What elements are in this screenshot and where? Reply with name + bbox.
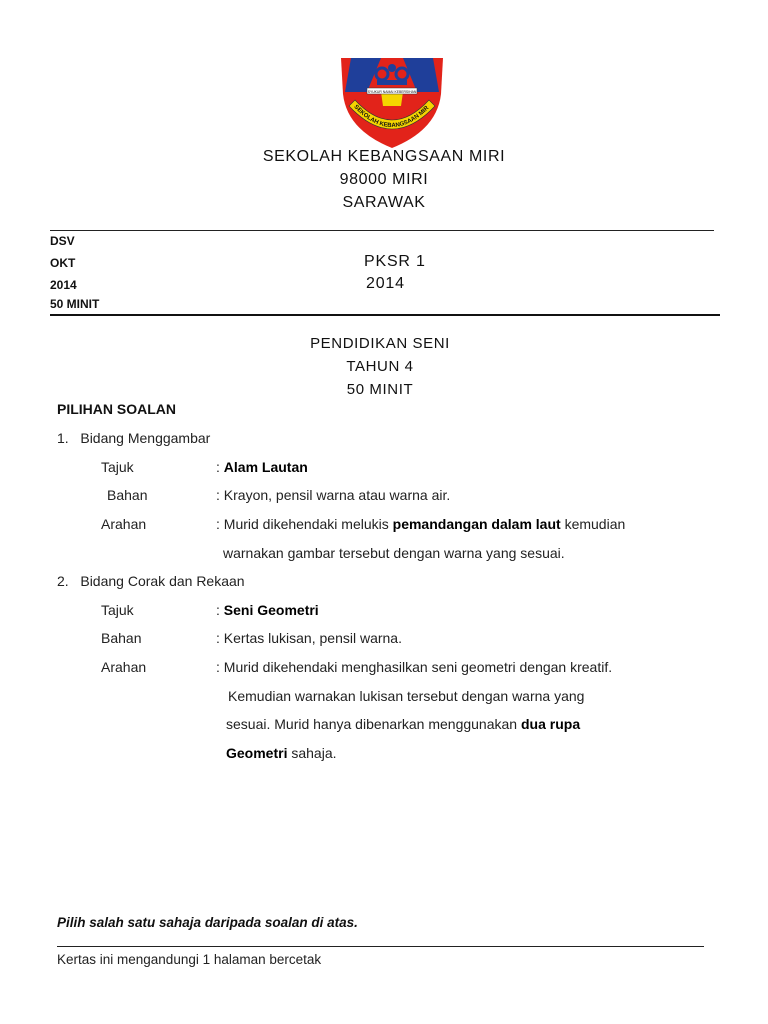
question-1-title: Bidang Menggambar [80,430,211,446]
q2-arahan-1: Murid dikehendaki menghasilkan seni geometri dengan kreatif. [223,659,613,675]
q1-arahan-1c: kemudian [560,516,626,532]
q1-arahan-label: Arahan [101,516,147,532]
q1-tajuk-text: Alam Lautan [223,459,308,475]
q1-arahan-line-2: warnakan gambar tersebut dengan warna yang sesuai. [223,545,565,561]
q2-bahan-label: Bahan [101,630,142,646]
q2-arahan-line-2: Kemudian warnakan lukisan tersebut dengan warna yang [228,688,585,704]
q1-bahan-text: Krayon, pensil warna atau warna air. [223,487,451,503]
section-title: PILIHAN SOALAN [57,401,176,417]
q1-arahan-1b: pemandangan dalam laut [392,516,561,532]
meta-duration: 50 MINIT [50,297,100,311]
subject-title: PENDIDIKAN SENI [310,335,450,352]
footer-instruction: Pilih salah satu sahaja daripada soalan di atas. [57,915,358,930]
subject-duration: 50 MINIT [346,381,414,398]
q1-arahan-1a: Murid dikehendaki melukis [223,516,393,532]
q2-tajuk-text: Seni Geometri [223,602,319,618]
footer-note: Kertas ini mengandungi 1 halaman bercetak [57,952,322,967]
subject-level: TAHUN 4 [346,358,414,375]
q2-bahan-value: : Kertas lukisan, pensil warna. [216,630,402,646]
q1-bahan-label: Bahan [107,487,148,503]
q2-tajuk-label: Tajuk [101,602,134,618]
school-state: SARAWAK [342,194,426,211]
q2-arahan-line-1: : Murid dikehendaki menghasilkan seni geometri dengan kreatif. [216,659,613,675]
q2-bahan-text: Kertas lukisan, pensil warna. [223,630,402,646]
q2-arahan-4b: sahaja. [287,745,337,761]
school-name: SEKOLAH KEBANGSAAN MIRI [262,148,506,165]
q2-arahan-3b: dua rupa [520,716,581,732]
q2-arahan-line-4 [226,745,337,761]
school-crest-logo [337,52,447,150]
q1-arahan-line-1: : Murid dikehendaki melukis pemandangan dalam laut kemudian [216,516,626,532]
meta-divider [50,314,720,316]
q2-tajuk-value: : Seni Geometri [216,602,319,618]
footer-divider [57,946,704,947]
exam-year: 2014 [366,275,405,292]
meta-year: 2014 [50,278,77,292]
exam-name: PKSR 1 [364,253,426,270]
q1-bahan-value: : Krayon, pensil warna atau warna air. [216,487,451,503]
header-divider [50,230,714,231]
q1-tajuk-value: : Alam Lautan [216,459,308,475]
q2-arahan-3a: sesuai. Murid hanya dibenarkan menggunakan [226,716,521,732]
q2-arahan-label: Arahan [101,659,147,675]
question-1-heading [57,430,210,446]
question-1-number: 1. [57,430,69,446]
meta-month: OKT [50,256,76,270]
q1-tajuk-label: Tajuk [101,459,134,475]
question-2-title: Bidang Corak dan Rekaan [80,573,245,589]
crest-banner-text: SYUKUR NAMAI KEBERSIHAN [367,89,417,94]
crest-ribbon-text: SEKOLAH KEBANGSAAN MIR [352,104,431,130]
school-postcode: 98000 MIRI [339,171,429,188]
meta-code: DSV [50,234,75,248]
q2-arahan-4a: Geometri [226,745,288,761]
question-2-heading [57,573,245,589]
q2-arahan-line-3 [226,716,580,732]
question-2-number: 2. [57,573,69,589]
